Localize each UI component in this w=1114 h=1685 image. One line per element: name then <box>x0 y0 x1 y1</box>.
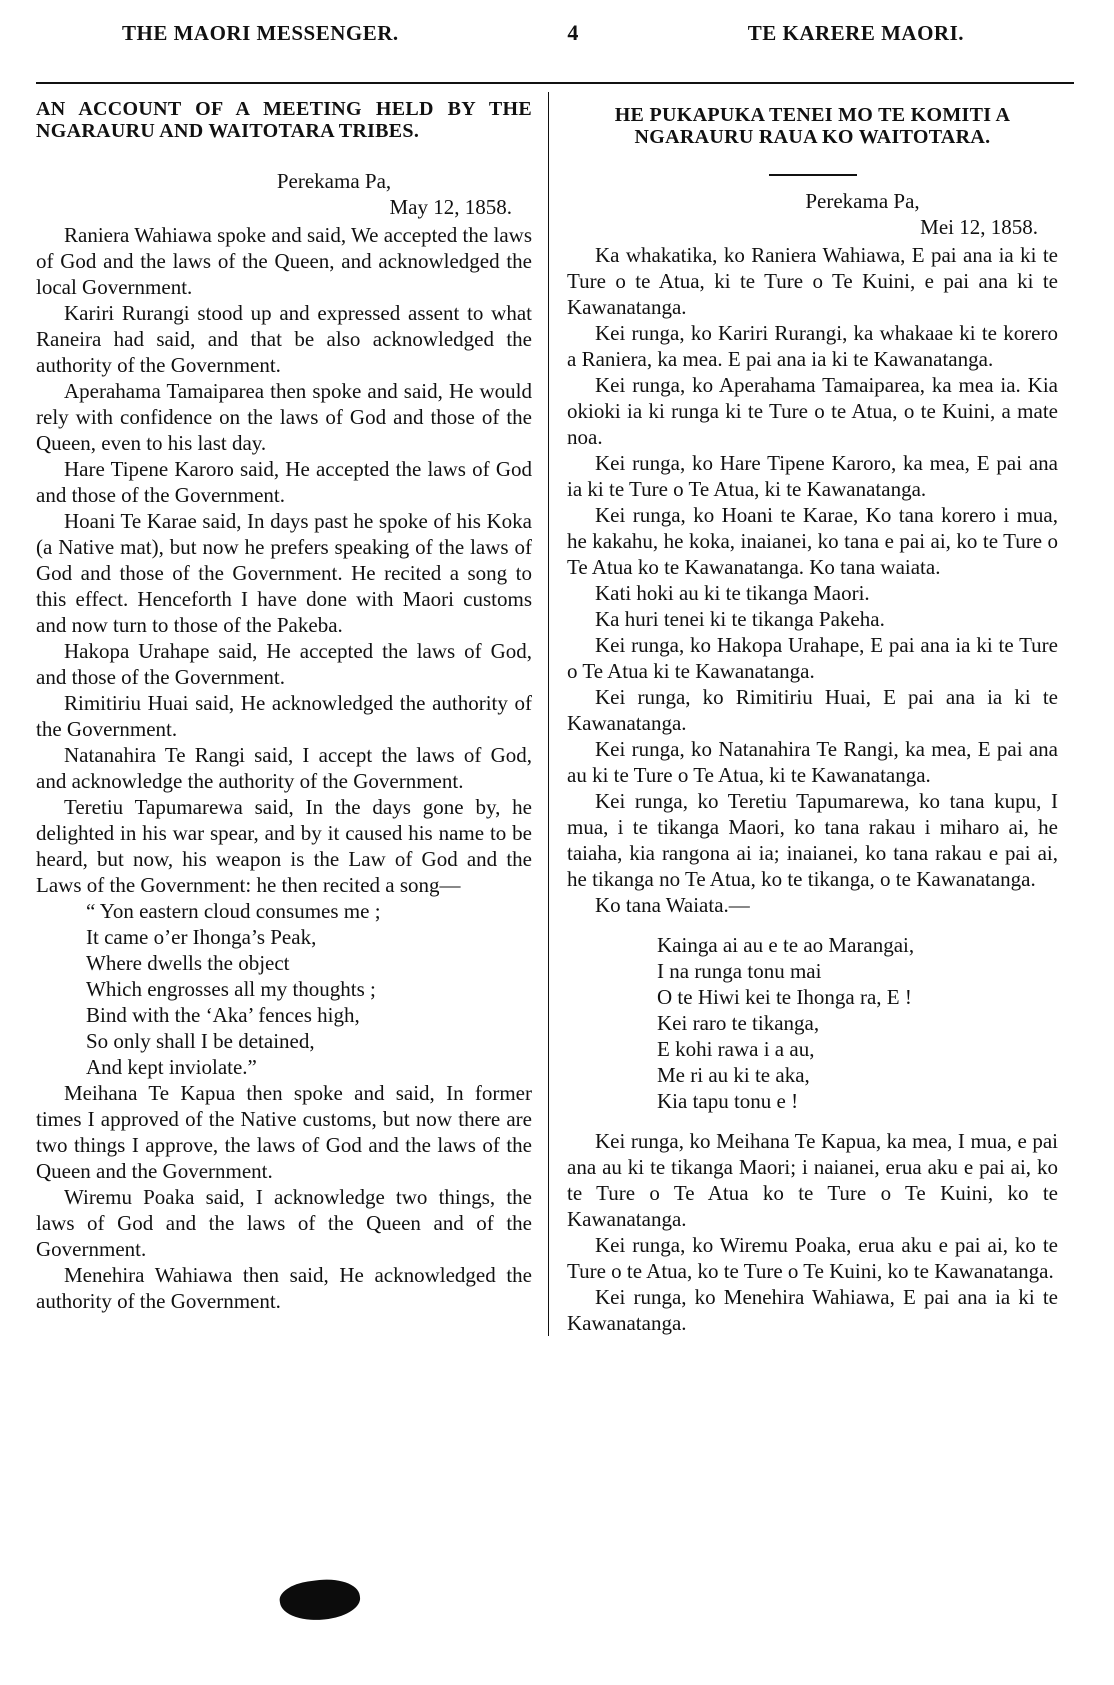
maori-paragraph: Kei runga, ko Hare Tipene Karoro, ka mea, E pai ana ia ki te Ture o Te Atua, ki te Kawanatanga. <box>567 451 1058 501</box>
song-line: “ Yon eastern cloud consumes me ; <box>86 899 381 923</box>
headline-rule <box>769 174 857 176</box>
song-line: So only shall I be detained, <box>86 1029 315 1053</box>
english-paragraph: Natanahira Te Rangi said, I accept the laws of God, and acknowledge the authority of the Government. <box>36 743 532 793</box>
song-line: O te Hiwi kei te Ihonga ra, E ! <box>657 985 912 1009</box>
song-line: Where dwells the object <box>86 951 290 975</box>
maori-headline: HE PUKAPUKA TENEI MO TE KOMITI A NGARAURU RAUA KO WAITOTARA. <box>614 104 1011 148</box>
maori-paragraph: Kei runga, ko Meihana Te Kapua, ka mea, I mua, e pai ana au ki te tikanga Maori; i naianei, erua aku e pai ai, ko te Ture o Te Atua ko te Ture o Te Kuini, ko te Kawanatanga. <box>567 1129 1058 1231</box>
maori-paragraph: Kei runga, ko Natanahira Te Rangi, ka mea, E pai ana au ki te Ture o Te Atua, ki te Kawanatanga. <box>567 737 1058 787</box>
english-paragraph: Raniera Wahiawa spoke and said, We accepted the laws of God and the laws of the Queen, and acknowledged the local Government. <box>36 223 532 299</box>
maori-column <box>548 92 1060 1336</box>
english-place: Perekama Pa, <box>276 169 392 193</box>
masthead-maori-title: TE KARERE MAORI. <box>747 21 964 45</box>
song-line: Which engrosses all my thoughts ; <box>86 977 376 1001</box>
english-paragraph: Aperahama Tamaiparea then spoke and said, He would rely with confidence on the laws of God and those of the Queen, even to his last day. <box>36 379 532 455</box>
english-paragraph: Hoani Te Karae said, In days past he spoke of his Koka (a Native mat), but now he prefers speaking of the laws of God and those of the Government. He recited a song to this effect. Henceforth I have done with Maori customs and now turn to those of the Pakeba. <box>36 509 532 637</box>
song-line: Kainga ai au e te ao Marangai, <box>657 933 915 957</box>
maori-paragraph: Kei runga, ko Wiremu Poaka, erua aku e pai ai, ko te Ture o te Atua, ko te Ture o Te Kuini, ko te Kawanatanga. <box>567 1233 1058 1283</box>
maori-paragraph: Kei runga, ko Rimitiriu Huai, E pai ana ia ki te Kawanatanga. <box>567 685 1058 735</box>
masthead <box>36 20 1074 54</box>
maori-paragraph: Ka whakatika, ko Raniera Wahiawa, E pai ana ia ki te Ture o te Atua, ki te Ture o Te Kuini, e pai ana ki te Kawanatanga. <box>567 243 1058 319</box>
maori-date: Mei 12, 1858. <box>920 215 1038 239</box>
english-paragraph: Rimitiriu Huai said, He acknowledged the authority of the Government. <box>36 691 532 741</box>
maori-paragraph: Kei runga, ko Aperahama Tamaiparea, ka mea ia. Kia okioki ia ki runga ki te Ture o te Atua, o te Kuini, a mate noa. <box>567 373 1058 449</box>
maori-song <box>567 932 1058 1114</box>
song-line: And kept inviolate.” <box>86 1055 257 1079</box>
english-paragraph: Hare Tipene Karoro said, He accepted the laws of God and those of the Government. <box>36 457 532 507</box>
masthead-rule <box>36 82 1074 84</box>
song-line: Kei raro te tikanga, <box>657 1011 820 1035</box>
song-line: Bind with the ‘Aka’ fences high, <box>86 1003 360 1027</box>
english-column <box>36 92 548 1336</box>
ink-blot <box>278 1575 363 1626</box>
maori-paragraph: Ko tana Waiata.— <box>595 893 750 917</box>
masthead-english-title: THE MAORI MESSENGER. <box>122 21 399 45</box>
english-paragraph: Menehira Wahiawa then said, He acknowledged the authority of the Government. <box>36 1263 532 1313</box>
maori-place: Perekama Pa, <box>805 189 920 213</box>
columns <box>36 92 1074 1336</box>
song-line: Me ri au ki te aka, <box>657 1063 810 1087</box>
song-line: I na runga tonu mai <box>657 959 822 983</box>
english-headline: AN ACCOUNT OF A MEETING HELD BY THE NGARAURU AND WAITOTARA TRIBES. <box>36 98 532 142</box>
maori-paragraph: Ka huri tenei ki te tikanga Pakeha. <box>595 607 885 631</box>
maori-paragraph: Kati hoki au ki te tikanga Maori. <box>595 581 870 605</box>
english-date: May 12, 1858. <box>389 195 512 219</box>
page-number: 4 <box>567 20 579 45</box>
maori-paragraph: Kei runga, ko Hoani te Karae, Ko tana korero i mua, he kakahu, he koka, inaianei, ko tana e pai ai, ko te Ture o Te Atua ko te Kawanatanga. Ko tana waiata. <box>567 503 1058 579</box>
english-paragraph: Teretiu Tapumarewa said, In the days gone by, he delighted in his war spear, and by it caused his name to be heard, but now, his weapon is the Law of God and the Laws of the Government: he then recited a song— <box>36 795 532 897</box>
song-line: E kohi rawa i a au, <box>657 1037 815 1061</box>
song-line: It came o’er Ihonga’s Peak, <box>86 925 317 949</box>
song-line: Kia tapu tonu e ! <box>657 1089 799 1113</box>
maori-paragraph: Kei runga, ko Menehira Wahiawa, E pai ana ia ki te Kawanatanga. <box>567 1285 1058 1335</box>
maori-paragraph: Kei runga, ko Teretiu Tapumarewa, ko tana kupu, I mua, i te tikanga Maori, ko tana rakau i miharo ai, he taiaha, kia rangona ai ia; inaianei, ko tana rakau e pai ai, he tikanga no Te Atua, ko te tikanga, o te Kawanatanga. <box>567 789 1058 891</box>
english-paragraph: Hakopa Urahape said, He accepted the laws of God, and those of the Government. <box>36 639 532 689</box>
english-paragraph: Meihana Te Kapua then spoke and said, In former times I approved of the Native customs, but now there are two things I approve, the laws of God and the laws of the Queen and the Government. <box>36 1081 532 1183</box>
maori-paragraph: Kei runga, ko Hakopa Urahape, E pai ana ia ki te Ture o Te Atua ki te Kawanatanga. <box>567 633 1058 683</box>
english-paragraph: Wiremu Poaka said, I acknowledge two things, the laws of God and the laws of the Queen and of the Government. <box>36 1185 532 1261</box>
maori-paragraph: Kei runga, ko Kariri Rurangi, ka whakaae ki te korero a Raniera, ka mea. E pai ana ia ki te Kawanatanga. <box>567 321 1058 371</box>
english-song <box>36 898 532 1080</box>
english-paragraph: Kariri Rurangi stood up and expressed assent to what Raneira had said, and that be also acknowledged the authority of the Government. <box>36 301 532 377</box>
